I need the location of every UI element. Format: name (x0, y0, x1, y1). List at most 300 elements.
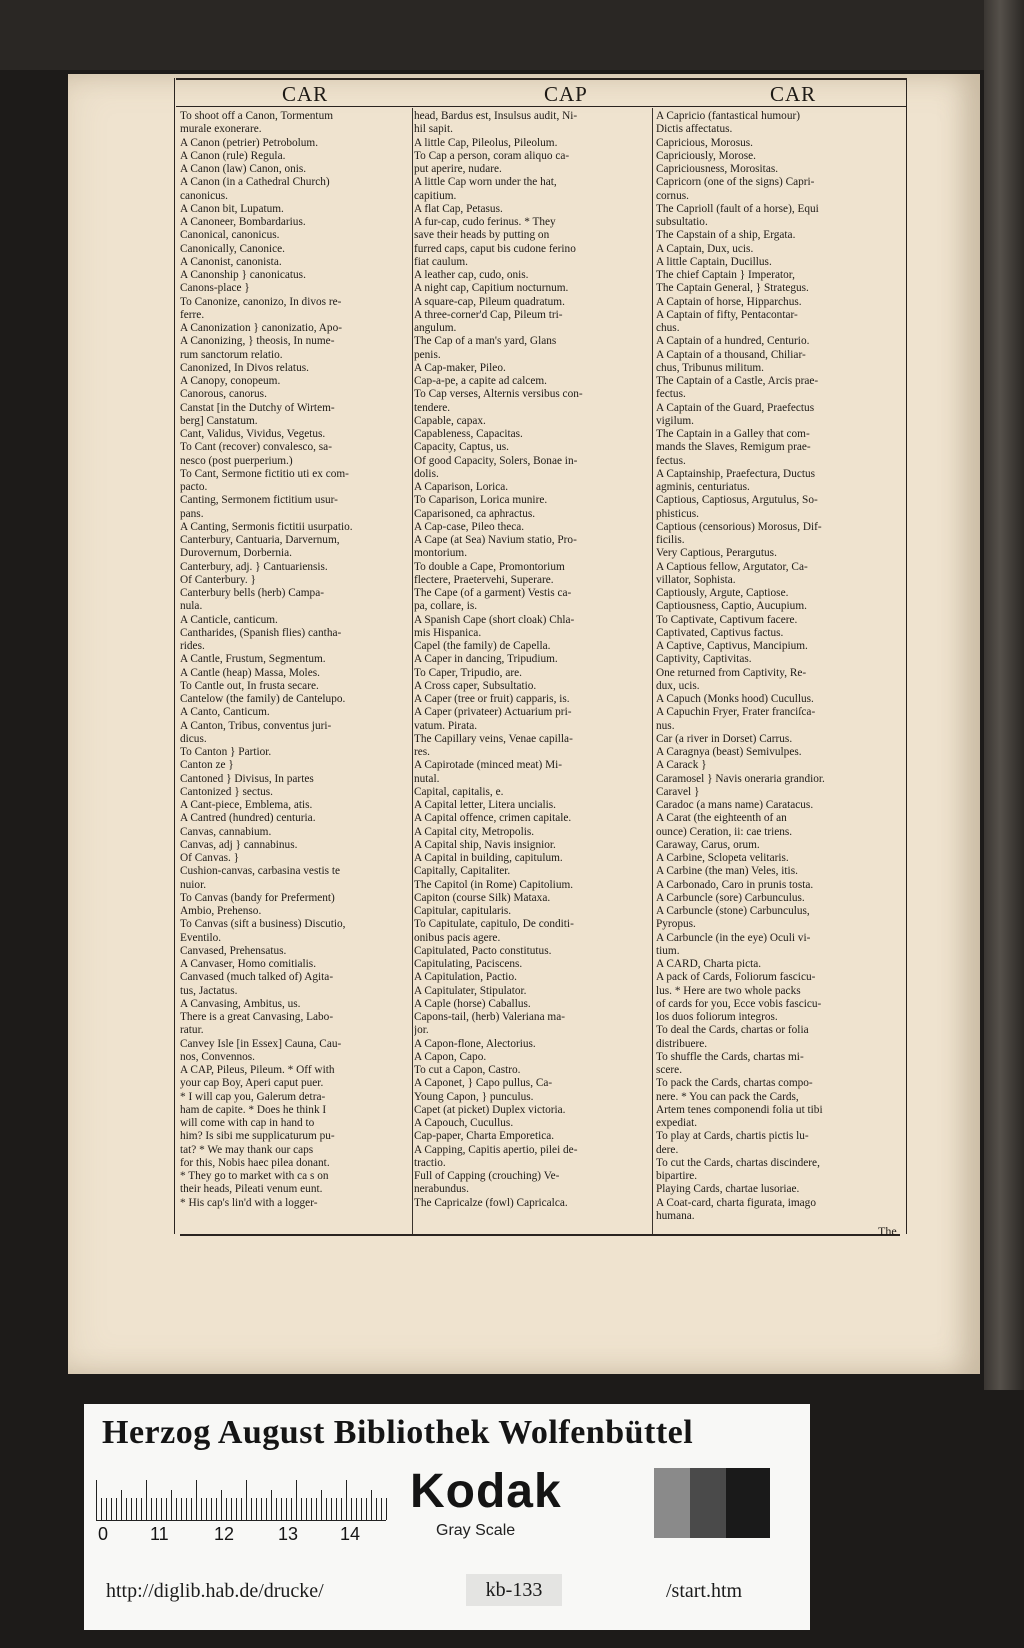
gray-patch-dark (726, 1468, 770, 1538)
dictionary-entry-line: Car (a river in Dorset) Carrus. (656, 732, 793, 745)
ruler-tick (216, 1498, 217, 1520)
dictionary-entry-line: tendere. (414, 401, 451, 414)
ruler-tick (351, 1498, 352, 1520)
gray-scale-caption: Gray Scale (436, 1522, 516, 1539)
dictionary-entry-line: To Caper, Tripudio, are. (414, 666, 522, 679)
dictionary-entry-line: A Caple (horse) Caballus. (414, 997, 531, 1010)
ruler-tick (126, 1498, 127, 1520)
dictionary-entry-line: A CARD, Charta picta. (656, 958, 762, 970)
ruler-tick (251, 1498, 252, 1520)
ruler-tick (241, 1498, 242, 1520)
dictionary-entry-line: berg] Canstatum. (180, 414, 258, 427)
running-header-right: CAR (770, 82, 817, 106)
dictionary-entry-line: Canterbury, Cantuaria, Darvernum, (180, 534, 340, 546)
dictionary-entry-line: A Capricio (fantastical humour) (656, 110, 800, 122)
ruler-tick (271, 1490, 272, 1520)
ruler-tick (111, 1498, 112, 1520)
dictionary-entry-line: A Capital letter, Litera uncialis. (414, 799, 556, 811)
dictionary-entry-line: A Cross caper, Subsultatio. (414, 679, 537, 692)
dictionary-entry-line: Capricorn (one of the signs) Capri- (656, 176, 815, 189)
ruler-tick (181, 1498, 182, 1520)
dictionary-entry-line: A Canto, Canticum. (180, 706, 270, 719)
dictionary-entry-line: To pack the Cards, chartas compo- (656, 1077, 813, 1090)
dictionary-entry-line: dux, ucis. (656, 679, 700, 692)
ruler-tick (276, 1498, 277, 1520)
dictionary-entry-line: nere. * You can pack the Cards, (656, 1090, 799, 1103)
dictionary-entry-line: A Captain of horse, Hipparchus. (656, 295, 802, 308)
dictionary-entry-line: Capable, capax. (414, 414, 486, 427)
ruler-baseline (96, 1520, 386, 1521)
dictionary-entry-line: ratur. (180, 1024, 204, 1037)
dictionary-entry-line: To shuffle the Cards, chartas mi- (656, 1050, 804, 1063)
running-header-center: CAP (544, 82, 588, 106)
dictionary-entry-line: A Cantle (heap) Massa, Moles. (180, 666, 320, 679)
ruler-tick (301, 1498, 302, 1520)
ruler-tick (306, 1498, 307, 1520)
dictionary-entry-line: Full of Capping (crouching) Ve- (414, 1170, 560, 1182)
dictionary-entry-line: A Canopy, conopeum. (180, 375, 281, 387)
ruler-tick (96, 1480, 97, 1520)
url-suffix: /start.htm (666, 1580, 743, 1602)
dictionary-entry-line: nerabundus. (414, 1183, 469, 1196)
dictionary-entry-line: mands the Slaves, Remigum prae- (656, 441, 811, 454)
dictionary-entry-line: To Cant (recover) convalesco, sa- (180, 441, 332, 454)
dictionary-entry-line: tus, Jactatus. (180, 984, 238, 997)
dictionary-entry-line: A Canon bit, Lupatum. (180, 202, 284, 215)
dictionary-entry-line: A Caragnya (beast) Semivulpes. (656, 746, 802, 758)
dictionary-entry-line: Canonical, canonicus. (180, 229, 280, 242)
dictionary-entry-line: A Captain of the Guard, Praefectus (656, 401, 815, 414)
dictionary-entry-line: A Canon (law) Canon, onis. (180, 163, 307, 175)
dictionary-entry-line: A night cap, Capitium nocturnum. (414, 282, 569, 295)
dictionary-entry-line: A Capon, Capo. (414, 1050, 487, 1063)
ruler-tick (326, 1498, 327, 1520)
dictionary-entry-line: tractio. (414, 1156, 446, 1169)
dictionary-entry-line: flectere, Praetervehi, Superare. (414, 573, 554, 586)
dictionary-entry-line: will come with cap in hand to (180, 1117, 315, 1129)
dictionary-entry-line: A flat Cap, Petasus. (414, 202, 503, 215)
dictionary-entry-line: A Caper in dancing, Tripudium. (414, 653, 558, 666)
dictionary-entry-line: pacto. (180, 481, 208, 493)
dictionary-entry-line: mis Hispanica. (414, 626, 482, 639)
dictionary-entry-line: A little Cap worn under the hat, (414, 176, 557, 189)
dictionary-entry-line: A Captious fellow, Argutator, Ca- (656, 560, 808, 573)
dictionary-entry-line: To Caparison, Lorica munire. (414, 494, 548, 507)
dictionary-entry-line: Eventilo. (180, 931, 222, 944)
dictionary-entry-line: Playing Cards, chartae lusoriae. (656, 1183, 800, 1196)
ruler-tick (361, 1498, 362, 1520)
dictionary-entry-line: nos, Convennos. (180, 1050, 256, 1063)
dictionary-entry-line: A Capping, Capitis apertio, pilei de- (414, 1143, 578, 1156)
dictionary-entry-line: A Canton, Tribus, conventus juri- (180, 719, 332, 732)
dictionary-entry-line: A Spanish Cape (short cloak) Chla- (414, 613, 575, 626)
dictionary-entry-line: vigilum. (656, 414, 694, 427)
dictionary-entry-line: Capet (at picket) Duplex victoria. (414, 1103, 566, 1116)
ruler-tick (246, 1480, 247, 1520)
dictionary-entry-line: A Canonization } canonizatio, Apo- (180, 322, 342, 334)
dictionary-entry-line: To play at Cards, chartis pictis lu- (656, 1130, 809, 1143)
ruler-tick (266, 1498, 267, 1520)
dictionary-entry-line: vatum. Pirata. (414, 719, 478, 732)
dictionary-entry-line: A Captain, Dux, ucis. (656, 242, 754, 255)
dictionary-entry-line: Capitulated, Pacto constitutus. (414, 944, 552, 957)
dictionary-entry-line: A Canvaser, Homo comitialis. (180, 958, 317, 970)
dictionary-entry-line: A Carbine (the man) Veles, itis. (656, 865, 798, 878)
dictionary-entry-line: A Carat (the eighteenth of an (656, 812, 787, 825)
ruler-tick (256, 1498, 257, 1520)
digital-library-url: http://diglib.hab.de/drucke/ (106, 1580, 324, 1602)
dictionary-entry-line: ounce) Ceration, ii: cae triens. (656, 825, 793, 838)
dictionary-entry-line: The Capitol (in Rome) Capitolium. (414, 878, 574, 891)
dictionary-entry-line: res. (414, 746, 430, 758)
dictionary-entry-line: murale exonerare. (180, 123, 262, 136)
ruler-tick (331, 1498, 332, 1520)
catchword: The (878, 1224, 897, 1238)
dictionary-entry-line: The Cap of a man's yard, Glans (414, 335, 557, 348)
running-headers (176, 82, 906, 112)
dictionary-entry-line: Canorous, canorus. (180, 388, 267, 401)
dictionary-entry-line: To Canvas (bandy for Preferment) (180, 891, 335, 904)
dictionary-entry-line: nus. (656, 719, 675, 732)
ruler-tick (156, 1498, 157, 1520)
dictionary-entry-line: Pyropus. (656, 918, 696, 931)
dictionary-entry-line: A Capital city, Metropolis. (414, 825, 535, 838)
dictionary-entry-line: Capricious, Morosus. (656, 136, 753, 149)
dictionary-entry-line: A Captain of a thousand, Chiliar- (656, 348, 806, 361)
dictionary-entry-line: Canterbury, adj. } Cantuariensis. (180, 560, 328, 573)
dictionary-entry-line: To Canvas (sift a business) Discutio, (180, 918, 346, 931)
dictionary-entry-line: tium. (656, 944, 680, 957)
dictionary-entry-line: A Caper (tree or fruit) capparis, is. (414, 693, 570, 705)
dictionary-entry-line: Cushion-canvas, carbasina vestis te (180, 865, 340, 878)
dictionary-entry-line: A Caponet, } Capo pullus, Ca- (414, 1077, 553, 1090)
dictionary-entry-line: Capriciously, Morose. (656, 149, 756, 162)
dictionary-entry-line: A CAP, Pileus, Pileum. * Off with (180, 1064, 335, 1076)
dictionary-entry-line: A Captain of fifty, Pentacontar- (656, 308, 798, 321)
dictionary-entry-line: A Capital offence, crimen capitale. (414, 812, 572, 825)
dictionary-entry-line: To double a Cape, Promontorium (414, 560, 565, 573)
dictionary-entry-line: jor. (414, 1024, 429, 1037)
dictionary-entry-line: Canvased, Prehensatus. (180, 944, 287, 957)
dictionary-entry-line: Captious (censorious) Morosus, Dif- (656, 520, 822, 533)
dictionary-entry-line: A Cant-piece, Emblema, atis. (180, 799, 313, 811)
dictionary-entry-line: nuior. (180, 878, 207, 891)
dictionary-entry-line: for this, Nobis haec pilea donant. (180, 1156, 330, 1169)
dictionary-entry-line: scere. (656, 1064, 683, 1076)
ruler-tick (381, 1498, 382, 1520)
dictionary-entry-line: A Caparison, Lorica. (414, 481, 509, 493)
ruler-tick (366, 1498, 367, 1520)
dictionary-entry-line: * His cap's lin'd with a logger- (180, 1196, 318, 1209)
ruler-tick (376, 1498, 377, 1520)
dictionary-entry-line: A Canting, Sermonis fictitii usurpatio. (180, 520, 353, 533)
dictionary-entry-line: Canvas, cannabium. (180, 825, 272, 838)
dictionary-entry-line: capitium. (414, 189, 457, 202)
ruler-tick (226, 1498, 227, 1520)
dictionary-entry-line: pans. (180, 507, 204, 520)
dictionary-entry-line: A three-corner'd Cap, Pileum tri- (414, 308, 563, 321)
dictionary-column-1 (180, 110, 412, 1210)
dictionary-entry-line: penis. (414, 348, 441, 361)
dictionary-entry-line: To shoot off a Canon, Tormentum (180, 110, 334, 122)
ruler-tick (341, 1498, 342, 1520)
dictionary-entry-line: A Canon (rule) Regula. (180, 149, 286, 162)
dictionary-entry-line: To Cap a person, coram aliquo ca- (414, 149, 570, 162)
dictionary-entry-line: him? Is sibi me supplicaturum pu- (180, 1130, 335, 1143)
dictionary-entry-line: One returned from Captivity, Re- (656, 666, 807, 679)
ruler-tick (316, 1498, 317, 1520)
ruler-tick (176, 1498, 177, 1520)
dictionary-entry-line: A Captive, Captivus, Mancipium. (656, 640, 808, 652)
dictionary-entry-line: tat? * We may thank our caps (180, 1143, 314, 1156)
ruler-tick (131, 1498, 132, 1520)
dictionary-entry-line: A little Cap, Pileolus, Pileolum. (414, 136, 558, 149)
dictionary-entry-line: phisticus. (656, 507, 699, 520)
ruler-tick (281, 1498, 282, 1520)
dictionary-entry-line: To cut the Cards, chartas discindere, (656, 1156, 820, 1169)
dictionary-entry-line: canonicus. (180, 189, 228, 202)
column-divider (652, 108, 653, 1234)
page-frame-right-rule (906, 78, 907, 1234)
dictionary-entry-line: A Cantred (hundred) centuria. (180, 812, 316, 825)
dictionary-entry-line: rum sanctorum relatio. (180, 348, 283, 361)
ruler-number: 12 (214, 1524, 235, 1544)
ruler-tick (196, 1480, 197, 1520)
ruler-tick (121, 1490, 122, 1520)
dictionary-entry-line: Canton ze } (180, 759, 234, 772)
dictionary-entry-line: chus. (656, 322, 680, 334)
gray-patch-light (654, 1468, 690, 1538)
dictionary-entry-line: save their heads by putting on (414, 229, 550, 242)
dictionary-entry-line: To Cantle out, In frusta secare. (180, 679, 319, 692)
dictionary-entry-line: Canons-place } (180, 282, 250, 295)
dictionary-entry-line: To Cap verses, Alternis versibus con- (414, 388, 583, 401)
dictionary-entry-line: Young Capon, } punculus. (414, 1090, 534, 1103)
dictionary-entry-line: A Carbuncle (stone) Carbunculus, (656, 905, 810, 917)
dictionary-entry-line: A square-cap, Pileum quadratum. (414, 295, 565, 308)
dictionary-entry-line: chus, Tribunus militum. (656, 361, 764, 374)
dictionary-entry-line: Caparisoned, ca aphractus. (414, 507, 536, 520)
dictionary-entry-line: Capitally, Capitaliter. (414, 865, 511, 878)
ruler-tick (386, 1498, 387, 1520)
ruler-tick (146, 1480, 147, 1520)
dictionary-entry-line: A Canonist, canonista. (180, 255, 282, 268)
dictionary-entry-line: The Capillary veins, Venae capilla- (414, 732, 573, 745)
dictionary-entry-line: their heads, Pileati venum eunt. (180, 1183, 323, 1196)
dictionary-entry-line: A Cape (at Sea) Navium statio, Pro- (414, 534, 577, 546)
dictionary-entry-line: Caraway, Carus, orum. (656, 838, 760, 851)
dictionary-entry-line: Capiton (course Silk) Mataxa. (414, 891, 551, 904)
dictionary-entry-line: ham de capite. * Does he think I (180, 1103, 327, 1116)
dictionary-entry-line: A Canticle, canticum. (180, 613, 278, 626)
dictionary-entry-line: Cantelow (the family) de Cantelupo. (180, 693, 346, 705)
ruler-tick (231, 1498, 232, 1520)
dictionary-entry-line: Capons-tail, (herb) Valeriana ma- (414, 1011, 565, 1023)
scale-ruler (96, 1476, 386, 1520)
dictionary-entry-line: The Capricalze (fowl) Capricalca. (414, 1196, 568, 1209)
dictionary-entry-line: A Canoneer, Bombardarius. (180, 216, 306, 228)
dictionary-entry-line: Of Canvas. } (180, 852, 240, 864)
dictionary-entry-line: Capacity, Captus, us. (414, 441, 509, 454)
dictionary-entry-line: of cards for you, Ecce vobis fascicu- (656, 997, 822, 1010)
ruler-number: 14 (340, 1524, 361, 1544)
dictionary-entry-line: Captivity, Captivitas. (656, 653, 752, 666)
dictionary-entry-line: Cantharides, (Spanish flies) cantha- (180, 626, 342, 639)
ruler-tick (221, 1490, 222, 1520)
dictionary-entry-line: nutal. (414, 772, 440, 785)
page-frame-bottom-rule (180, 1234, 900, 1236)
dictionary-entry-line: A Cap-case, Pileo theca. (414, 520, 525, 533)
page-frame-top-rule (176, 78, 906, 80)
dictionary-entry-line: A Caper (privateer) Actuarium pri- (414, 706, 572, 719)
ruler-number: 11 (150, 1524, 169, 1544)
gray-patch-medium (690, 1468, 726, 1538)
dictionary-entry-line: To Canton } Partior. (180, 746, 272, 758)
dictionary-entry-line: Capital, capitalis, e. (414, 785, 504, 798)
dictionary-entry-line: A Carbine, Sclopeta velitaris. (656, 852, 789, 864)
book-spine-edge (984, 0, 1024, 1390)
dictionary-entry-line: * I will cap you, Galerum detra- (180, 1090, 326, 1103)
dictionary-entry-line: The Captain in a Galley that com- (656, 428, 810, 440)
dictionary-entry-line: distribuere. (656, 1037, 708, 1050)
dictionary-entry-line: Canting, Sermonem fictitium usur- (180, 494, 338, 507)
ruler-tick (211, 1498, 212, 1520)
ruler-tick (161, 1498, 162, 1520)
ruler-tick (186, 1498, 187, 1520)
dictionary-entry-line: Captious, Captiosus, Argutulus, So- (656, 494, 818, 507)
dictionary-entry-line: Of good Capacity, Solers, Bonae in- (414, 454, 578, 467)
page-frame-left-rule (174, 78, 175, 1234)
dictionary-entry-line: Canvas, adj } cannabinus. (180, 838, 298, 851)
ruler-number: 0 (98, 1524, 109, 1544)
dictionary-entry-line: Captivated, Captivus factus. (656, 626, 784, 639)
dictionary-entry-line: Capriciousness, Morositas. (656, 163, 779, 175)
ruler-tick (346, 1480, 347, 1520)
ruler-tick (116, 1498, 117, 1520)
dictionary-entry-line: A Capouch, Cucullus. (414, 1117, 514, 1129)
dictionary-entry-line: Caramosel } Navis oneraria grandior. (656, 772, 825, 785)
dictionary-entry-line: humana. (656, 1209, 695, 1222)
ruler-tick (101, 1498, 102, 1520)
dictionary-entry-line: The Capstain of a ship, Ergata. (656, 229, 796, 242)
ruler-tick (286, 1498, 287, 1520)
dictionary-entry-line: Cantonized } sectus. (180, 785, 273, 798)
dictionary-entry-line: fiat caulum. (414, 255, 468, 268)
dictionary-entry-line: Very Captious, Perargutus. (656, 547, 777, 560)
dictionary-entry-line: A Cap-maker, Pileo. (414, 361, 506, 374)
dictionary-entry-line: Caravel } (656, 785, 700, 798)
dictionary-entry-line: There is a great Canvasing, Labo- (180, 1011, 334, 1023)
dictionary-entry-line: ferre. (180, 308, 205, 321)
dictionary-entry-line: angulum. (414, 322, 457, 334)
dictionary-entry-line: dolis. (414, 467, 439, 480)
dictionary-column-3 (656, 110, 902, 1223)
dictionary-entry-line: Cap-a-pe, a capite ad calcem. (414, 375, 547, 387)
dictionary-entry-line: head, Bardus est, Insulsus audit, Ni- (414, 110, 578, 122)
ruler-tick (356, 1498, 357, 1520)
dictionary-entry-line: ficilis. (656, 534, 685, 546)
dictionary-entry-line: A Carbonado, Caro in prunis tosta. (656, 878, 814, 891)
dictionary-entry-line: Cant, Validus, Vividus, Vegetus. (180, 428, 326, 440)
ruler-tick (201, 1498, 202, 1520)
dictionary-entry-line: Capitular, capitularis. (414, 905, 512, 917)
dictionary-entry-line: Ambio, Prehenso. (180, 905, 262, 917)
dictionary-entry-line: A Capitulater, Stipulator. (414, 984, 527, 997)
dictionary-entry-line: Canonized, In Divos relatus. (180, 361, 309, 374)
ruler-tick (296, 1480, 297, 1520)
dictionary-entry-line: nula. (180, 600, 203, 613)
dictionary-entry-line: A Canonizing, } theosis, In nume- (180, 335, 335, 348)
dictionary-entry-line: Capel (the family) de Capella. (414, 640, 551, 652)
dictionary-entry-line: Caradoc (a mans name) Caratacus. (656, 799, 814, 811)
dictionary-entry-line: To deal the Cards, chartas or folia (656, 1024, 809, 1037)
dictionary-entry-line: agminis, centuriatus. (656, 481, 750, 493)
dictionary-entry-line: A Captainship, Praefectura, Ductus (656, 467, 816, 480)
dictionary-entry-line: A fur-cap, cudo ferinus. * They (414, 216, 556, 228)
ruler-tick (141, 1498, 142, 1520)
dictionary-entry-line: Of Canterbury. } (180, 573, 256, 586)
ruler-tick (191, 1498, 192, 1520)
dictionary-entry-line: cornus. (656, 189, 689, 202)
ruler-tick (336, 1498, 337, 1520)
ruler-tick (291, 1498, 292, 1520)
dictionary-entry-line: nesco (post puerperium.) (180, 454, 293, 467)
ruler-tick (151, 1498, 152, 1520)
dictionary-entry-line: dicus. (180, 732, 207, 745)
dictionary-entry-line: A Coat-card, charta figurata, imago (656, 1196, 816, 1209)
ruler-tick (106, 1498, 107, 1520)
dictionary-entry-line: expediat. (656, 1117, 698, 1129)
dictionary-entry-line: Captiously, Argute, Captiose. (656, 587, 789, 599)
dictionary-entry-line: Cantoned } Divisus, In partes (180, 772, 314, 785)
library-label (84, 1404, 810, 1630)
dictionary-entry-line: Capitulating, Paciscens. (414, 958, 523, 970)
running-header-left: CAR (282, 82, 329, 106)
dictionary-entry-line: pa, collare, is. (414, 600, 478, 613)
dictionary-entry-line: A Capuchin Fryer, Frater franciſca- (656, 706, 816, 719)
dictionary-entry-line: A leather cap, cudo, onis. (414, 269, 529, 281)
dictionary-entry-line: The Caprioll (fault of a horse), Equi (656, 202, 819, 215)
dictionary-entry-line: A Canon (petrier) Petrobolum. (180, 136, 319, 149)
scan-background (0, 0, 1024, 70)
shelfmark-box: kb-133 (466, 1574, 562, 1606)
dictionary-entry-line: your cap Boy, Aperi caput puer. (180, 1077, 324, 1090)
dictionary-entry-line: Canvased (much talked of) Agita- (180, 971, 334, 984)
dictionary-entry-line: A little Captain, Ducillus. (656, 255, 772, 268)
dictionary-entry-line: A Capital ship, Navis insignior. (414, 838, 556, 851)
dictionary-entry-line: A Cantle, Frustum, Segmentum. (180, 653, 326, 666)
dictionary-entry-line: A Capuch (Monks hood) Cucullus. (656, 693, 814, 705)
kodak-logo: Kodak (410, 1465, 562, 1518)
ruler-tick (136, 1498, 137, 1520)
ruler-tick (261, 1498, 262, 1520)
dictionary-entry-line: The Captain General, } Strategus. (656, 282, 809, 295)
dictionary-entry-line: To cut a Capon, Castro. (414, 1064, 521, 1076)
ruler-tick (206, 1498, 207, 1520)
dictionary-entry-line: furred caps, caput bis cudone ferino (414, 242, 576, 255)
dictionary-entry-line: Dictis affectatus. (656, 123, 733, 136)
ruler-tick (166, 1498, 167, 1520)
dictionary-entry-line: A Carack } (656, 759, 707, 772)
column-divider (412, 108, 413, 1234)
dictionary-entry-line: Capableness, Capacitas. (414, 428, 523, 440)
dictionary-entry-line: bipartire. (656, 1170, 698, 1182)
dictionary-entry-line: Canterbury bells (herb) Campa- (180, 587, 324, 599)
dictionary-entry-line: * They go to market with ca s on (180, 1170, 329, 1182)
header-rule (176, 106, 906, 107)
dictionary-entry-line: Canonically, Canonice. (180, 242, 285, 255)
ruler-tick (371, 1490, 372, 1520)
